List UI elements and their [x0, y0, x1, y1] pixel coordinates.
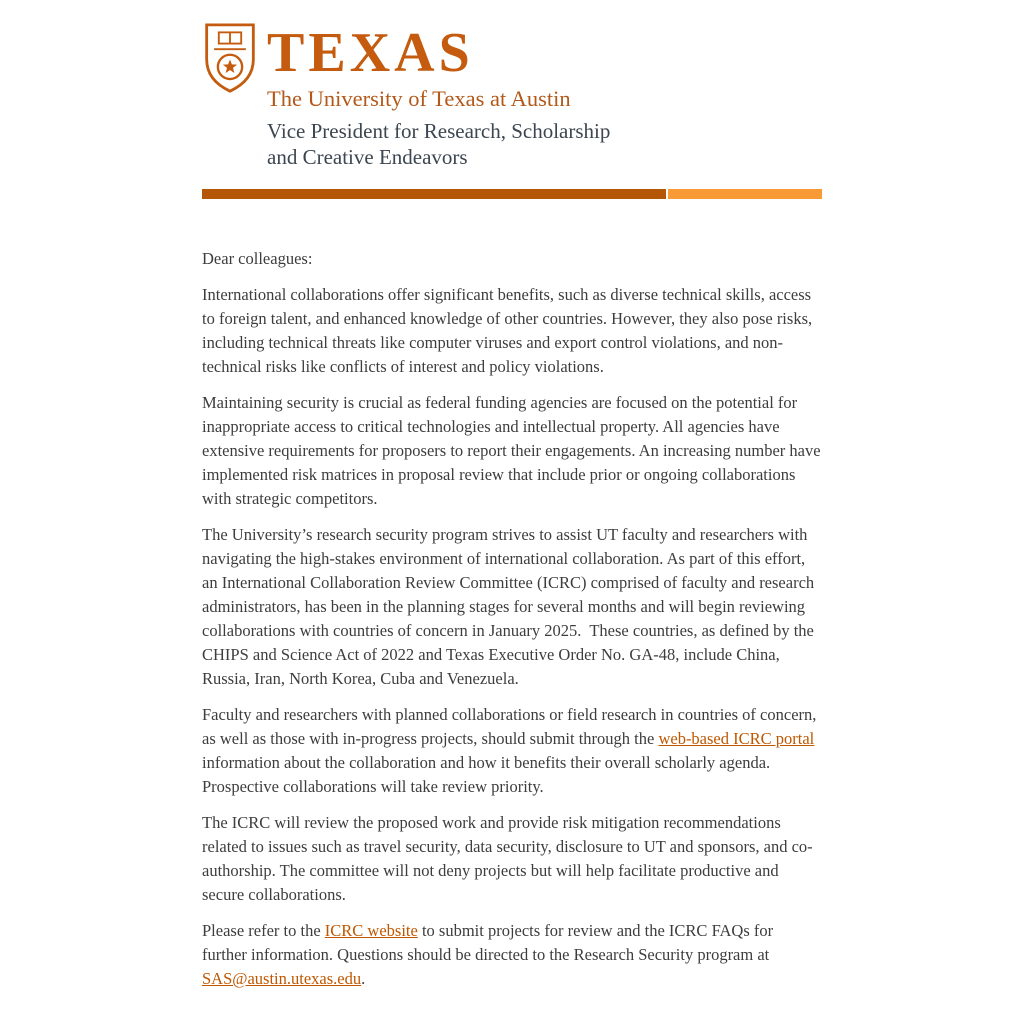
paragraph-icrc-formation: The University’s research security program strives to assist UT faculty and researchers with navigating the high-stakes environment of international collaboration. As part of this effort, an International Collaboration Review Committee (ICRC) comprised of faculty and research administrators, has been in the planning stages for several months and will begin reviewing collaborations with countries of concern in January 2025. These countries, as defined by the CHIPS and Science Act of 2022 and Texas Executive Order No. GA-48, include China, Russia, Iran, North Korea, Cuba and Venezuela. [202, 525, 815, 688]
office-title-line1: Vice President for Research, Scholarship [267, 119, 611, 143]
icrc-portal-link[interactable]: web-based ICRC portal [658, 729, 815, 748]
email-link[interactable]: SAS@austin.utexas.edu [202, 969, 362, 988]
university-name: The University of Texas at Austin [267, 86, 571, 111]
letter-body [202, 247, 822, 1033]
office-title-line2: and Creative Endeavors [267, 145, 468, 169]
office-title [267, 118, 822, 170]
brand-text [267, 22, 822, 170]
paragraph-submission-instructions [202, 703, 822, 799]
divider-light-segment [668, 189, 822, 199]
divider-dark-segment [202, 189, 666, 199]
header [202, 22, 822, 170]
paragraph-text: to submit projects for review and the ICRC FAQs for further information. Questions should be directed to the Research Security program at [202, 921, 774, 964]
texas-wordmark: TEXAS [267, 22, 474, 84]
ut-shield-icon [202, 22, 258, 95]
salutation: Dear colleagues: [202, 249, 313, 268]
paragraph-text: Faculty and researchers with planned collaborations or field research in countries of concern, as well as those with in-progress projects, should submit through the [202, 705, 817, 748]
paragraph-text: information about the collaboration and how it benefits their overall scholarly agenda. Prospective collaborations will take review priority. [202, 753, 771, 796]
brand-divider [202, 189, 822, 199]
paragraph-text: . [361, 969, 366, 988]
paragraph-maintaining-security: Maintaining security is crucial as federal funding agencies are focused on the potential for inappropriate access to critical technologies and intellectual property. All agencies have extensive requirements for proposers to report their engagements. An increasing number have implemented risk matrices in proposal review that include prior or ongoing collaborations with strategic competitors. [202, 393, 821, 508]
paragraph-review-process: The ICRC will review the proposed work and provide risk mitigation recommendations related to issues such as travel security, data security, disclosure to UT and sponsors, and co-authorship. The committee will not deny projects but will help facilitate productive and secure collaborations. [202, 813, 813, 904]
paragraph-benefits-risks: International collaborations offer significant benefits, such as diverse technical skills, access to foreign talent, and enhanced knowledge of other countries. However, they also pose risks, including technical threats like computer viruses and export control violations, and non-technical risks like conflicts of interest and policy violations. [202, 285, 813, 376]
paragraph-text: Please refer to the [202, 921, 325, 940]
icrc-website-link[interactable]: ICRC website [324, 921, 418, 940]
paragraph-closing [202, 919, 822, 991]
letter-page [202, 0, 822, 1033]
